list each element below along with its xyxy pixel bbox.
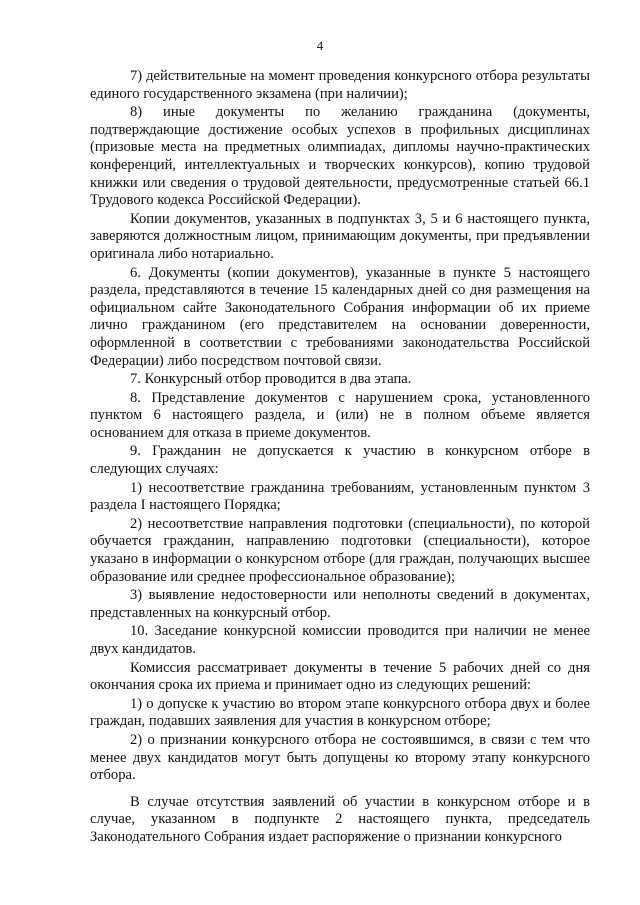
- paragraph-item-8: 8) иные документы по желанию гражданина (документы, подтверждающие достижение особых успехов в профильных дисциплинах (призовые места на предметных олимпиадах, дипломы научно-практических конференций, интеллектуальных и творческих конкурсов), копию трудовой книжки или сведения о трудовой деятельности, предусмотренные статьей 66.1 Трудового кодекса Российской Федерации).: [90, 104, 590, 209]
- paragraph-section-6: 6. Документы (копии документов), указанные в пункте 5 настоящего раздела, представляются в течение 15 календарных дней со дня размещения на официальном сайте Законодательного Собрания информации об их приеме лично гражданином (его представителем на основании доверенности, оформленной в соответствии с требованиями законодательства Российской Федерации) либо посредством почтовой связи.: [90, 264, 590, 369]
- paragraph-9-item-1: 1) несоответствие гражданина требованиям, установленным пунктом 3 раздела I настоящего Порядка;: [90, 479, 590, 514]
- document-body: [90, 68, 590, 847]
- paragraph-copies-certification: Копии документов, указанных в подпунктах 3, 5 и 6 настоящего пункта, заверяются должностным лицом, принимающим документы, при предъявлении оригинала либо нотариально.: [90, 210, 590, 262]
- paragraph-decision-1: 1) о допуске к участию во втором этапе конкурсного отбора двух и более граждан, подавших заявления для участия в конкурсном отборе;: [90, 695, 590, 730]
- paragraph-item-7: 7) действительные на момент проведения конкурсного отбора результаты единого государственного экзамена (при наличии);: [90, 68, 590, 102]
- paragraph-section-8: 8. Представление документов с нарушением срока, установленного пунктом 6 настоящего раздела, и (или) не в полном объеме является основанием для отказа в приеме документов.: [90, 389, 590, 441]
- paragraph-9-item-3: 3) выявление недостоверности или неполноты сведений в документах, представленных на конкурсный отбор.: [90, 587, 590, 621]
- paragraph-no-applications: В случае отсутствия заявлений об участии в конкурсном отборе и в случае, указанном в подпункте 2 настоящего пункта, председатель Законодательного Собрания издает распоряжение о признании конкурсного: [90, 793, 590, 845]
- page-number: 4: [316, 38, 324, 53]
- paragraph-section-9: 9. Гражданин не допускается к участию в конкурсном отборе в следующих случаях:: [90, 443, 590, 478]
- paragraph-section-7: 7. Конкурсный отбор проводится в два этапа.: [130, 371, 412, 388]
- paragraph-9-item-2: 2) несоответствие направления подготовки (специальности), по которой обучается гражданин, направлению подготовки (специальности), которое указано в информации о конкурсном отборе (для граждан, получающих высшее образование или среднее профессиональное образование);: [90, 515, 590, 585]
- paragraph-decision-2: 2) о признании конкурсного отбора не состоявшимся, в связи с тем что менее двух кандидатов могут быть допущены ко второму этапу конкурсного отбора.: [90, 731, 590, 784]
- paragraph-section-10: 10. Заседание конкурсной комиссии проводится при наличии не менее двух кандидатов.: [90, 623, 590, 657]
- paragraph-commission-decisions: Комиссия рассматривает документы в течение 5 рабочих дней со дня окончания срока их приема и принимает одно из следующих решений:: [90, 659, 590, 694]
